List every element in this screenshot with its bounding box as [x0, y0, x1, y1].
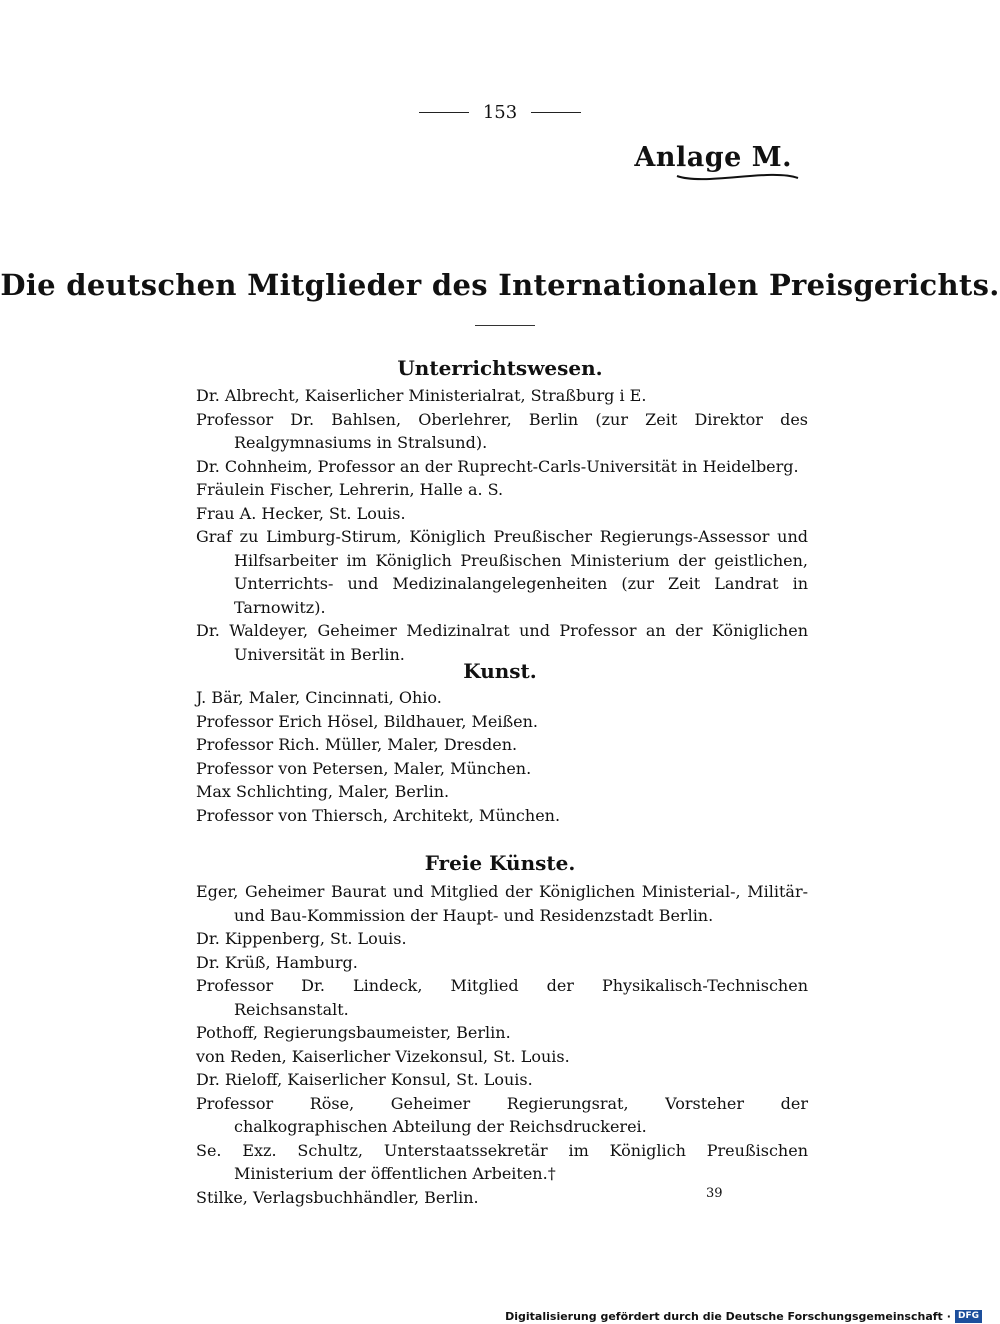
list-item: Dr. Kippenberg, St. Louis.: [196, 929, 407, 948]
section-list-kunst: [196, 686, 808, 827]
dfg-logo-icon: DFG: [955, 1310, 982, 1323]
list-item: Pothoff, Regierungsbaumeister, Berlin.: [196, 1023, 511, 1042]
list-item: Dr. Albrecht, Kaiserlicher Ministerialrat, Straßburg i E.: [196, 386, 647, 405]
page-number-line: [0, 102, 1000, 123]
list-item: Professor Rich. Müller, Maler, Dresden.: [196, 735, 518, 754]
list-item: Professor Erich Hösel, Bildhauer, Meißen.: [196, 711, 539, 731]
page-title: Die deutschen Mitglieder des Internationalen Preisgerichts.: [0, 268, 1000, 302]
list-item: Professor von Petersen, Maler, München.: [196, 758, 532, 778]
list-item: Dr. Rieloff, Kaiserlicher Konsul, St. Louis.: [196, 1070, 533, 1089]
page-number-right-rule: [531, 112, 581, 113]
title-divider: [475, 325, 535, 326]
list-item: Graf zu Limburg-Stirum, Königlich Preußischer Regierungs-Assessor und Hilfsarbeiter im Königlich Preußischen Ministerium der geistlichen, Unterrichts- und Medizinalangelegenheiten (zur Zeit Landrat in Tarnowitz).: [196, 527, 808, 617]
list-item: Professor von Thiersch, Architekt, München.: [196, 805, 561, 825]
list-item: Se. Exz. Schultz, Unterstaatssekretär im Königlich Preußischen Ministerium der öffentlichen Arbeiten.†: [196, 1140, 808, 1183]
list-item: Dr. Waldeyer, Geheimer Medizinalrat und Professor an der Königlichen Universität in Berlin.: [196, 621, 808, 664]
list-item: Fräulein Fischer, Lehrerin, Halle a. S.: [196, 480, 504, 499]
section-heading-kunst: Kunst.: [463, 659, 537, 683]
list-item: Professor Dr. Bahlsen, Oberlehrer, Berlin (zur Zeit Direktor des Realgymnasiums in Stralsund).: [196, 409, 808, 452]
list-item: Eger, Geheimer Baurat und Mitglied der Königlichen Ministerial-, Militär- und Bau-Kommission der Haupt- und Residenzstadt Berlin.: [196, 882, 808, 925]
list-item: Frau A. Hecker, St. Louis.: [196, 503, 406, 523]
appendix-label: Anlage M.: [634, 142, 792, 173]
page-number-left-rule: [419, 112, 469, 113]
list-item: J. Bär, Maler, Cincinnati, Ohio.: [196, 688, 442, 707]
list-item: Professor Röse, Geheimer Regierungsrat, Vorsteher der chalkographischen Abteilung der Reichsdruckerei.: [196, 1093, 808, 1136]
section-list-freie-kuenste: [196, 880, 808, 1209]
list-item: Dr. Krüß, Hamburg.: [196, 952, 358, 972]
list-item: Professor Dr. Lindeck, Mitglied der Physikalisch-Technischen Reichsanstalt.: [196, 976, 808, 1019]
list-item: Dr. Cohnheim, Professor an der Ruprecht-Carls-Universität in Heidelberg.: [196, 456, 799, 476]
list-item: Stilke, Verlagsbuchhändler, Berlin.: [196, 1187, 479, 1207]
footer-text: Digitalisierung gefördert durch die Deutsche Forschungsgemeinschaft: [505, 1310, 943, 1323]
footer-separator: ·: [946, 1310, 951, 1323]
digitization-footer: [505, 1310, 982, 1323]
page-number: 153: [482, 102, 518, 123]
section-heading-freie-kuenste: Freie Künste.: [424, 851, 576, 875]
section-list-unterrichtswesen: [196, 384, 808, 666]
list-item: Max Schlichting, Maler, Berlin.: [196, 782, 450, 801]
signature-mark: 39: [706, 1186, 723, 1201]
list-item: von Reden, Kaiserlicher Vizekonsul, St. Louis.: [196, 1046, 570, 1066]
appendix-flourish: [675, 172, 800, 184]
section-heading-unterrichtswesen: Unterrichtswesen.: [397, 356, 603, 380]
